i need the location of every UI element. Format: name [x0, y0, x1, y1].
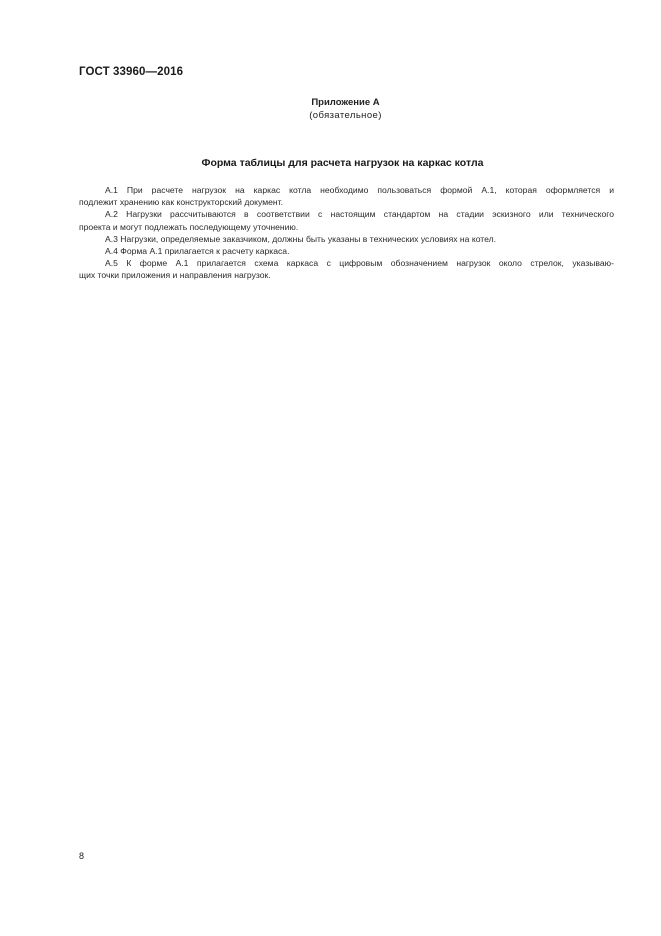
page-number: 8	[79, 851, 85, 861]
paragraph-a1-line2: подлежит хранению как конструкторский документ.	[79, 197, 284, 208]
body-text	[79, 184, 614, 282]
paragraph-a5-line2: щих точки приложения и направления нагрузок.	[79, 270, 271, 281]
appendix-title: Приложение А	[311, 97, 380, 108]
standard-designation: ГОСТ 33960—2016	[79, 66, 184, 78]
paragraph-a5-line1: А.5 К форме А.1 прилагается схема каркаса с цифровым обозначением нагрузок около стрелок, указываю-	[105, 258, 614, 269]
paragraph-a1-line1: А.1 При расчете нагрузок на каркас котла необходимо пользоваться формой А.1, которая оформляется и	[105, 185, 614, 195]
paragraph-a2-line2: проекта и могут подлежать последующему уточнению.	[79, 221, 299, 232]
appendix-status: (обязательное)	[309, 110, 382, 121]
paragraph-a2-line1: А.2 Нагрузки рассчитываются в соответствии с настоящим стандартом на стадии эскизного или технического	[105, 209, 614, 220]
section-title: Форма таблицы для расчета нагрузок на каркас котла	[201, 157, 484, 169]
paragraph-a4: А.4 Форма А.1 прилагается к расчету каркаса.	[105, 246, 290, 257]
appendix-heading	[0, 96, 661, 122]
paragraph-a3: А.3 Нагрузки, определяемые заказчиком, должны быть указаны в технических условиях на котел.	[105, 233, 497, 244]
